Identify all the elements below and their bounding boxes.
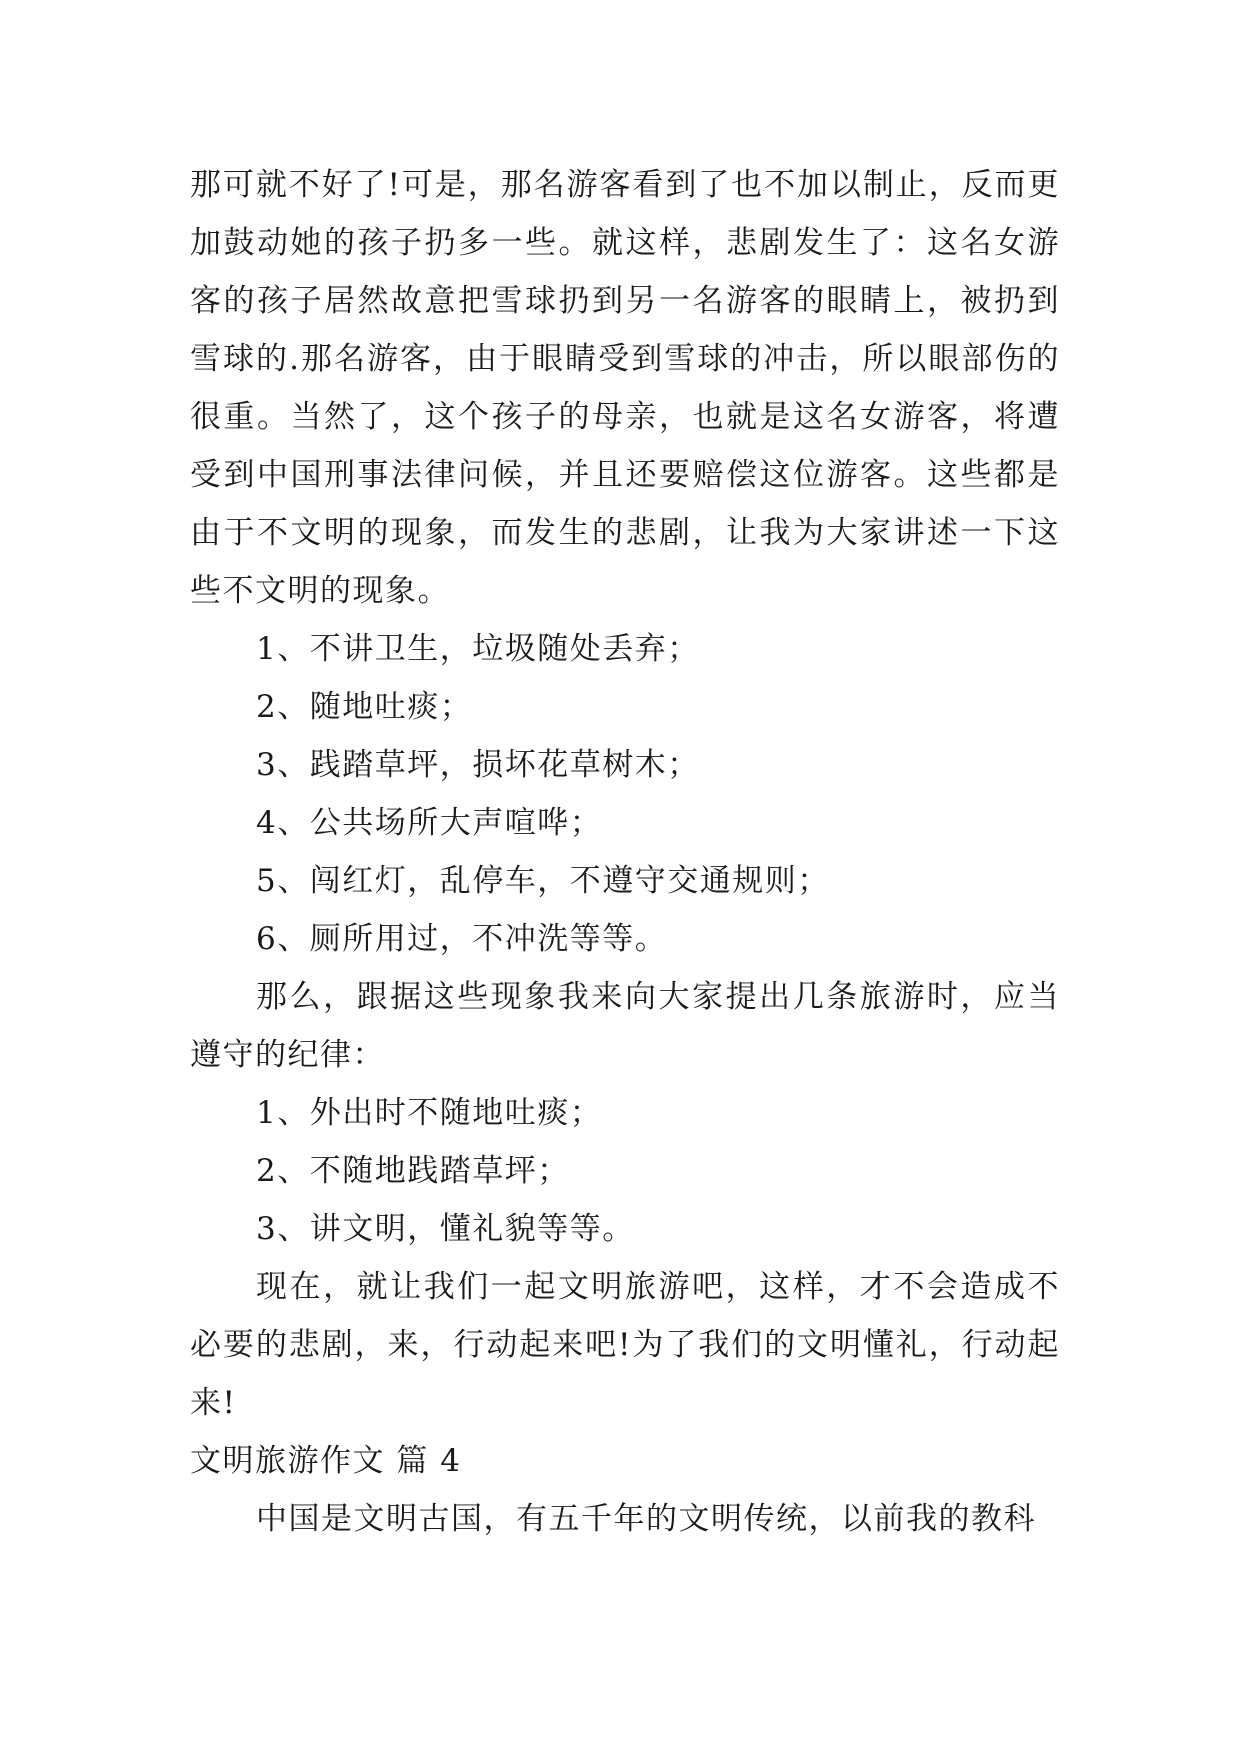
list-item: 1、不讲卫生，垃圾随处丢弃； [256,631,700,667]
paragraph: 中国是文明古国，有五千年的文明传统，以前我的教科 [256,1501,1036,1537]
list-item: 3、讲文明，懂礼貌等等。 [256,1211,635,1247]
paragraph: 现在，就让我们一起文明旅游吧，这样，才不会造成不必要的悲剧，来，行动起来吧!为了我们的文明懂礼，行动起来! [190,1269,1060,1421]
list-item: 2、不随地践踏草坪； [256,1153,570,1189]
section-heading: 文明旅游作文 篇 4 [190,1443,462,1479]
paragraph: 那可就不好了!可是，那名游客看到了也不加以制止，反而更加鼓动她的孩子扔多一些。就这样，悲剧发生了：这名女游客的孩子居然故意把雪球扔到另一名游客的眼睛上，被扔到雪球的.那名游客，由于眼睛受到雪球的冲击，所以眼部伤的很重。当然了，这个孩子的母亲，也就是这名女游客，将遭受到中国刑事法律问候，并且还要赔偿这位游客。这些都是由于不文明的现象，而发生的悲剧，让我为大家讲述一下这些不文明的现象。 [190,167,1060,609]
list-item: 6、厕所用过，不冲洗等等。 [256,921,668,957]
list-item: 3、践踏草坪，损坏花草树木； [256,747,700,783]
list-item: 4、公共场所大声喧哗； [256,805,603,841]
paragraph: 那么，跟据这些现象我来向大家提出几条旅游时，应当遵守的纪律： [190,979,1060,1073]
list-item: 2、随地吐痰； [256,689,473,725]
document-body [190,156,1060,1548]
list-item: 5、闯红灯，乱停车，不遵守交通规则； [256,863,830,899]
list-item: 1、外出时不随地吐痰； [256,1095,603,1131]
